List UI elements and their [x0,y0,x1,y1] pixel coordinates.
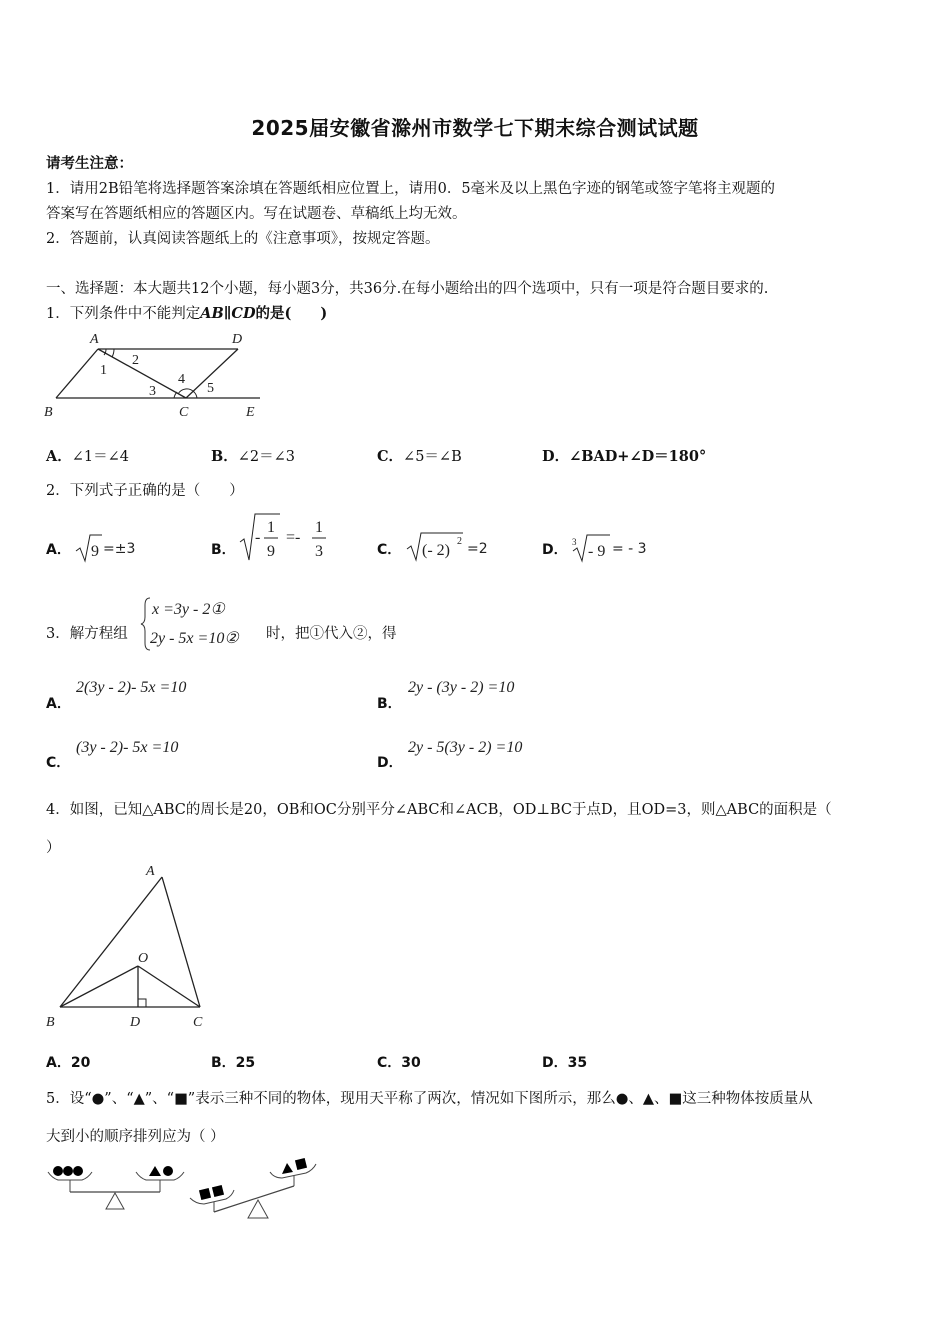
q3-option-b-label[interactable]: B． [377,696,402,712]
point-a-label: A [90,332,99,347]
notice-line-2: 2．答题前，认真阅读答题纸上的《注意事项》，按规定答题。 [46,231,440,247]
q4-option-d[interactable] [542,1052,587,1072]
q4-option-a[interactable] [46,1052,90,1072]
right-angle-mark [138,999,146,1007]
q2-option-a-expr[interactable] [74,531,154,565]
angle-1-label: 1 [100,363,107,378]
circle-icon [73,1166,83,1176]
line-ac [98,349,186,398]
q1-stem [46,302,327,323]
equals-minus: =- [286,529,301,546]
q1-figure [40,326,270,422]
q2-option-d-label[interactable]: D． [542,542,568,558]
q4-option-c-text: 30 [401,1055,421,1071]
rhs: =±3 [103,541,136,557]
circle-icon [163,1166,173,1176]
page-title: 2025届安徽省滁州市数学七下期末综合测试试题 [251,116,699,140]
point-c-label: C [193,1015,203,1030]
q1-option-a-label: A． [46,448,72,465]
q3-option-a-label[interactable]: A． [46,696,71,712]
q4-option-d-text: 35 [567,1055,588,1071]
q1-option-b-label: B． [211,448,238,465]
angle-4-label: 4 [178,372,185,387]
system-brace [141,598,150,650]
rhs-numerator: 1 [315,519,323,536]
q4-option-c-label: C． [377,1055,402,1071]
angle-arc-3 [174,392,177,398]
frac-numerator: 1 [267,519,275,536]
circle-icon [53,1166,63,1176]
point-b-label: B [44,405,53,420]
balance-2-figure [186,1152,322,1224]
q3-stem: 3．解方程组 [46,626,128,642]
exponent: 2 [457,536,462,547]
triangle-icon [149,1166,161,1176]
q4-option-b-text: 25 [235,1055,256,1071]
angle-5-label: 5 [207,381,214,396]
q3-system [140,595,270,653]
point-d-label: D [232,332,243,347]
angle-arc-5 [193,391,197,398]
root-index: 3 [572,537,577,547]
q2-stem: 2．下列式子正确的是（ ） [46,483,244,499]
notice-header: 请考生注意： [46,155,133,172]
side-ac [162,877,200,1007]
q3-stem-tail: 时，把①代入②，得 [266,626,397,642]
segment-oc [138,966,200,1007]
q4-option-c[interactable] [377,1052,421,1072]
system-eq2: 2y - 5x =10② [150,630,239,647]
q2-option-c-label[interactable]: C． [377,542,402,558]
q1-stem-text: 1．下列条件中不能判定 [46,306,201,322]
q4-stem: 4．如图，已知△ABC的周长是20，OB和OC分别平分∠ABC和∠ACB，OD⊥BC于点D，且OD=3，则△ABC的面积是（ [46,802,832,818]
fulcrum [248,1200,268,1218]
q3-option-a-expr[interactable]: 2(3y - 2)- 5x =10 [76,679,187,696]
q4-figure [40,860,220,1032]
square-icon [212,1185,224,1197]
angle-3-label: 3 [149,384,156,399]
rhs: = - 3 [612,541,647,557]
q4-option-a-text: 20 [70,1055,91,1071]
fulcrum [106,1193,124,1209]
square-icon [295,1158,307,1170]
q3-option-d-label[interactable]: D． [377,755,403,771]
q1-option-b-text: ∠2＝∠3 [237,449,296,465]
point-c-label: C [179,405,189,420]
notice-line-1b: 答案写在答题纸相应的答题区内。写在试题卷、草稿纸上均无效。 [46,206,467,222]
notice-line-1a: 1．请用2B铅笔将选择题答案涂填在答题纸相应位置上，请用0．5毫米及以上黑色字迹的钢笔或签字笔将主观题的 [46,181,776,197]
point-d-label: D [130,1015,141,1030]
right-pan [270,1164,316,1178]
q3-option-c-expr[interactable]: (3y - 2)- 5x =10 [76,739,179,756]
radicand: 9 [91,543,99,560]
q3-option-d-expr[interactable]: 2y - 5(3y - 2) =10 [408,739,523,756]
square-icon [199,1188,211,1200]
q2-option-a-label[interactable]: A． [46,542,71,558]
segment-ob [60,966,138,1007]
section-heading: 一、选择题：本大题共12个小题，每小题3分，共36分.在每小题给出的四个选项中，只有一项是符合题目要求的. [46,281,769,297]
side-ba [60,877,162,1007]
q1-option-c-text: ∠5＝∠B [403,449,462,465]
q1-option-a-text: ∠1＝∠4 [71,449,130,465]
point-b-label: B [46,1015,55,1030]
q1-option-d[interactable] [542,445,706,466]
q5-stem: 5．设“●”、“▲”、“■”表示三种不同的物体，现用天平称了两次，情况如下图所示，那么●、▲、■这三种物体按质量从 [46,1091,813,1107]
q3-option-b-expr[interactable]: 2y - (3y - 2) =10 [408,679,515,696]
radicand: - 9 [588,543,606,560]
q4-option-a-label: A． [46,1055,71,1071]
balance-1-figure [44,1156,190,1214]
q1-option-d-text: ∠BAD+∠D＝180° [569,448,707,465]
system-eq1: x =3y - 2① [152,601,225,618]
q4-option-d-label: D． [542,1055,568,1071]
q2-option-d-expr[interactable] [570,531,670,565]
rhs: =2 [467,541,488,557]
q1-option-c[interactable] [377,445,462,466]
point-o-label: O [138,951,149,966]
q3-option-c-label[interactable]: C． [46,755,71,771]
radicand: (- 2) [422,542,450,559]
q4-option-b[interactable] [211,1052,255,1072]
angle-2-label: 2 [132,353,139,368]
point-e-label: E [246,405,255,420]
q1-option-c-label: C． [377,448,404,465]
q1-option-a[interactable] [46,445,129,466]
line-ba [56,349,98,398]
q1-condition: AB∥CD [200,305,256,322]
q1-option-b[interactable] [211,445,295,466]
circle-icon [63,1166,73,1176]
rhs-denominator: 3 [315,543,323,560]
q2-option-b-label[interactable]: B． [211,542,236,558]
q4-stem-close: ） [46,840,61,856]
frac-denominator: 9 [267,543,275,560]
point-a-label: A [146,864,155,879]
q1-option-d-label: D． [542,448,570,465]
q1-stem-tail: 的是( ) [255,305,328,322]
q4-option-b-label: B． [211,1055,236,1071]
left-pan [190,1190,234,1204]
triangle-icon [282,1163,293,1174]
q2-option-b-expr[interactable] [238,510,338,566]
q2-option-c-expr[interactable] [405,529,505,565]
q5-stem-2: 大到小的顺序排列应为（ ） [46,1129,225,1145]
minus-sign: - [255,529,261,546]
angle-arc-2 [112,349,114,357]
